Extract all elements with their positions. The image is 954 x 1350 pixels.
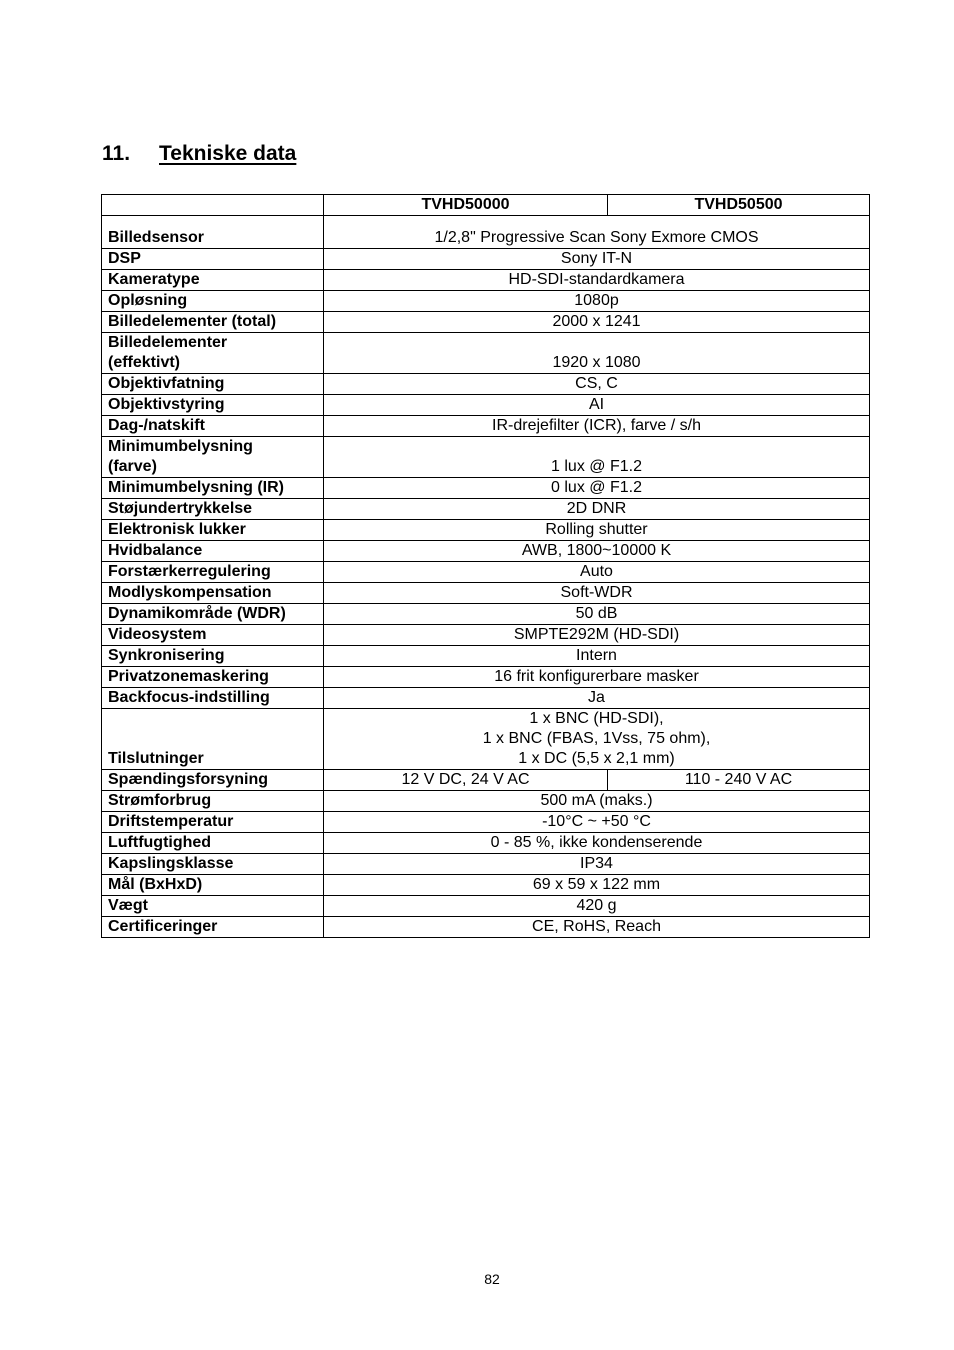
spec-label: Minimumbelysning (farve) xyxy=(102,437,324,478)
spec-value: IP34 xyxy=(324,854,870,875)
spec-label: Billedsensor xyxy=(102,216,324,249)
spec-label: Kameratype xyxy=(102,270,324,291)
spec-label: Dynamikområde (WDR) xyxy=(102,604,324,625)
table-row xyxy=(102,291,870,312)
header-empty-cell xyxy=(102,195,324,216)
spec-value: 50 dB xyxy=(324,604,870,625)
table-row xyxy=(102,854,870,875)
table-row xyxy=(102,478,870,499)
tech-spec-table xyxy=(101,194,870,938)
spec-label: Backfocus-indstilling xyxy=(102,688,324,709)
table-row xyxy=(102,667,870,688)
spec-value: 1920 x 1080 xyxy=(324,333,870,374)
table-row xyxy=(102,499,870,520)
spec-label: Mål (BxHxD) xyxy=(102,875,324,896)
table-row xyxy=(102,625,870,646)
table-row xyxy=(102,416,870,437)
spec-value: 1 x BNC (HD-SDI), 1 x BNC (FBAS, 1Vss, 75 ohm), 1 x DC (5,5 x 2,1 mm) xyxy=(324,709,870,770)
spec-value: 1080p xyxy=(324,291,870,312)
spec-label: Videosystem xyxy=(102,625,324,646)
spec-value: CS, C xyxy=(324,374,870,395)
table-row xyxy=(102,541,870,562)
spec-value: 2000 x 1241 xyxy=(324,312,870,333)
section-title: Tekniske data xyxy=(159,142,297,165)
spec-value: 16 frit konfigurerbare masker xyxy=(324,667,870,688)
table-row xyxy=(102,917,870,938)
table-row xyxy=(102,604,870,625)
spec-label: Minimumbelysning (IR) xyxy=(102,478,324,499)
table-row xyxy=(102,812,870,833)
table-row xyxy=(102,875,870,896)
page-number: 82 xyxy=(484,1271,500,1287)
spec-label: Billedelementer (total) xyxy=(102,312,324,333)
spec-label: Privatzonemaskering xyxy=(102,667,324,688)
table-header-row xyxy=(102,195,870,216)
table-row xyxy=(102,833,870,854)
spec-label: Dag-/natskift xyxy=(102,416,324,437)
spec-label: Forstærkerregulering xyxy=(102,562,324,583)
spec-label: Strømforbrug xyxy=(102,791,324,812)
spec-value: IR-drejefilter (ICR), farve / s/h xyxy=(324,416,870,437)
spec-label: Synkronisering xyxy=(102,646,324,667)
spec-value: SMPTE292M (HD-SDI) xyxy=(324,625,870,646)
table-row xyxy=(102,249,870,270)
spec-label: Tilslutninger xyxy=(102,709,324,770)
spec-value: AWB, 1800~10000 K xyxy=(324,541,870,562)
spec-label: Hvidbalance xyxy=(102,541,324,562)
table-row xyxy=(102,374,870,395)
spec-value: 69 x 59 x 122 mm xyxy=(324,875,870,896)
spec-label: Billedelementer (effektivt) xyxy=(102,333,324,374)
table-row xyxy=(102,688,870,709)
spec-label: Støjundertrykkelse xyxy=(102,499,324,520)
spec-value: AI xyxy=(324,395,870,416)
header-model-b: TVHD50500 xyxy=(608,195,870,216)
spec-label: Objektivstyring xyxy=(102,395,324,416)
table-row xyxy=(102,583,870,604)
table-row xyxy=(102,562,870,583)
spec-value-model-b: 110 - 240 V AC xyxy=(608,770,870,791)
spec-value: Rolling shutter xyxy=(324,520,870,541)
spec-value: CE, RoHS, Reach xyxy=(324,917,870,938)
table-row xyxy=(102,270,870,291)
spec-value: 0 lux @ F1.2 xyxy=(324,478,870,499)
table-row xyxy=(102,770,870,791)
spec-value: 0 - 85 %, ikke kondenserende xyxy=(324,833,870,854)
section-number: 11. xyxy=(102,142,131,165)
spec-value: 1/2,8" Progressive Scan Sony Exmore CMOS xyxy=(324,216,870,249)
table-row xyxy=(102,216,870,249)
table-row xyxy=(102,333,870,374)
spec-value: -10°C ~ +50 °C xyxy=(324,812,870,833)
spec-value: 420 g xyxy=(324,896,870,917)
spec-label: Certificeringer xyxy=(102,917,324,938)
table-row xyxy=(102,312,870,333)
spec-value: Intern xyxy=(324,646,870,667)
spec-label: Opløsning xyxy=(102,291,324,312)
table-row xyxy=(102,520,870,541)
spec-label: Vægt xyxy=(102,896,324,917)
spec-value: Soft-WDR xyxy=(324,583,870,604)
spec-value: Auto xyxy=(324,562,870,583)
spec-value: 500 mA (maks.) xyxy=(324,791,870,812)
header-model-a: TVHD50000 xyxy=(324,195,608,216)
table-row xyxy=(102,437,870,478)
table-row xyxy=(102,791,870,812)
spec-value: 1 lux @ F1.2 xyxy=(324,437,870,478)
section-heading xyxy=(102,141,296,167)
spec-label: Modlyskompensation xyxy=(102,583,324,604)
spec-label: Driftstemperatur xyxy=(102,812,324,833)
spec-value: Ja xyxy=(324,688,870,709)
spec-value-model-a: 12 V DC, 24 V AC xyxy=(324,770,608,791)
spec-value: HD-SDI-standardkamera xyxy=(324,270,870,291)
spec-label: Elektronisk lukker xyxy=(102,520,324,541)
table-row xyxy=(102,896,870,917)
spec-label: Objektivfatning xyxy=(102,374,324,395)
spec-label: DSP xyxy=(102,249,324,270)
table-row xyxy=(102,709,870,770)
table-row xyxy=(102,646,870,667)
spec-value: Sony IT-N xyxy=(324,249,870,270)
spec-label: Kapslingsklasse xyxy=(102,854,324,875)
table-row xyxy=(102,395,870,416)
spec-label: Luftfugtighed xyxy=(102,833,324,854)
spec-value: 2D DNR xyxy=(324,499,870,520)
spec-label: Spændingsforsyning xyxy=(102,770,324,791)
